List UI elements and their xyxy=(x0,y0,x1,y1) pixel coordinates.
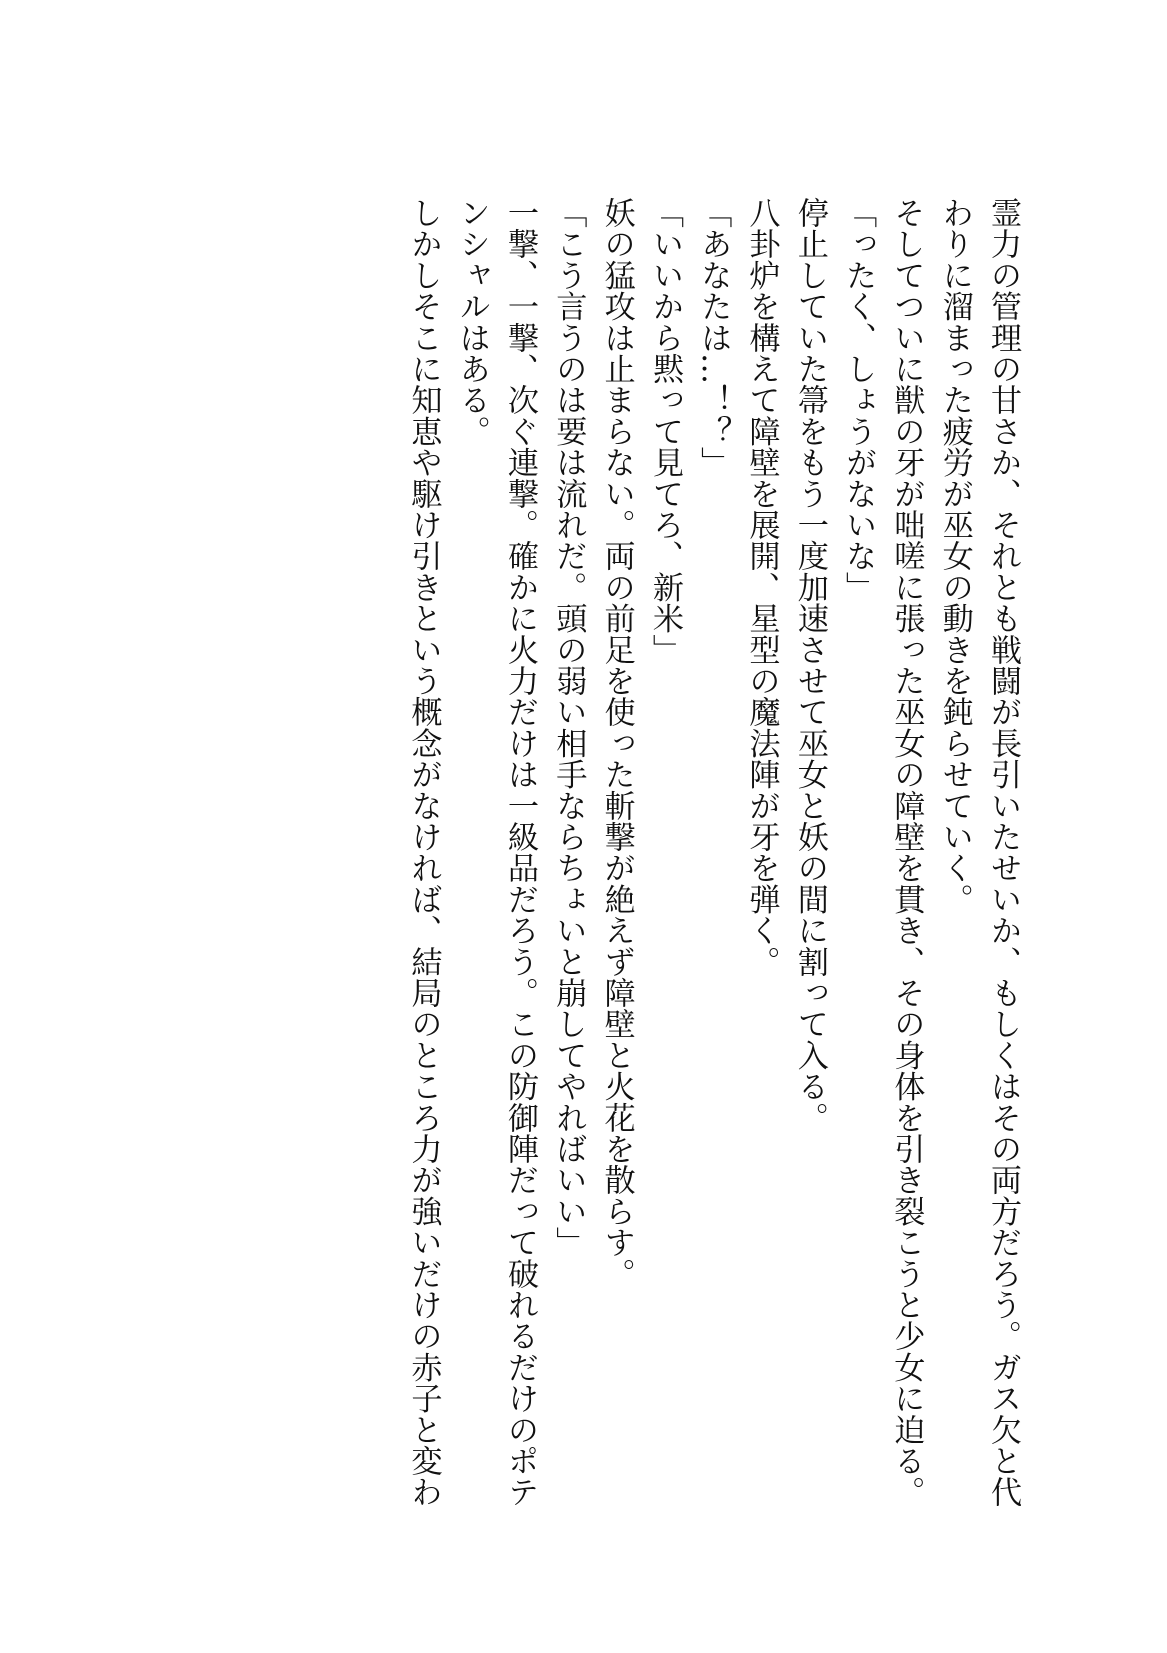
text-line: しかしそこに知恵や駆け引きという概念がなければ、結局のところ力が強いだけの赤子と変わ xyxy=(405,197,442,1508)
text-line: 妖の猛攻は止まらない。両の前足を使った斬撃が絶えず障壁と火花を散らす。 xyxy=(598,197,635,1289)
dialogue-line: 「いいから黙って見てろ、新米」 xyxy=(646,197,683,665)
text-line: 八卦炉を構えて障壁を展開、星型の魔法陣が牙を弾く。 xyxy=(743,197,780,977)
vertical-text-body xyxy=(399,197,1027,1537)
text-line: わりに溜まった疲労が巫女の動きを鈍らせていく。 xyxy=(936,197,973,915)
text-line: ンシャルはある。 xyxy=(453,197,490,447)
dialogue-line: 「あなたは…！？」 xyxy=(695,197,732,478)
dialogue-line: 「こう言うのは要は流れだ。頭の弱い相手ならちょいと崩してやればいい」 xyxy=(550,197,587,1258)
text-line: そしてついに獣の牙が咄嗟に張った巫女の障壁を貫き、その身体を引き裂こうと少女に迫る。 xyxy=(888,197,925,1508)
text-line: 霊力の管理の甘さか、それとも戦闘が長引いたせいか、もしくはその両方だろう。ガス欠と代 xyxy=(985,197,1021,1508)
dialogue-line: 「ったく、しょうがないな」 xyxy=(840,197,877,603)
text-line: 停止していた箒をもう一度加速させて巫女と妖の間に割って入る。 xyxy=(791,197,828,1133)
text-line: 一撃、一撃、次ぐ連撃。確かに火力だけは一級品だろう。この防御陣だって破れるだけのポテ xyxy=(502,197,539,1508)
